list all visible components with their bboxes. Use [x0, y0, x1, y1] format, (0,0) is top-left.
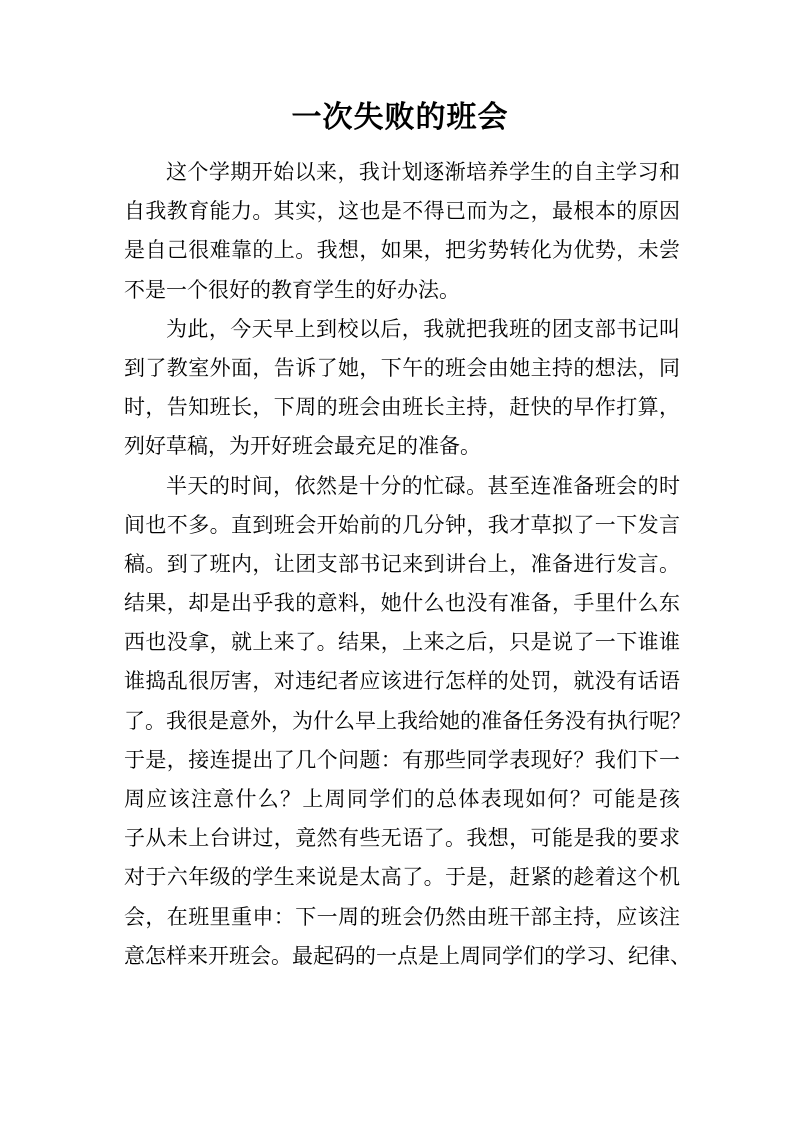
- paragraph-line: 为此，今天早上到校以后，我就把我班的团支部书记叫: [166, 316, 680, 341]
- paragraph-line: 于是，接连提出了几个问题：有那些同学表现好？我们下一: [124, 747, 680, 772]
- document-title: 一次失败的班会: [291, 100, 509, 135]
- paragraph-line: 对于六年级的学生来说是太高了。于是，赶紧的趁着这个机: [124, 865, 680, 890]
- paragraph-line: 意怎样来开班会。最起码的一点是上周同学们的学习、纪律、: [124, 943, 691, 968]
- document-body: [124, 153, 691, 976]
- paragraph-line: 谁捣乱很厉害，对违纪者应该进行怎样的处罚，就没有话语: [124, 669, 680, 694]
- paragraph-line: 稿。到了班内，让团支部书记来到讲台上，准备进行发言。: [124, 551, 680, 576]
- paragraph-line: 半天的时间，依然是十分的忙碌。甚至连准备班会的时: [166, 473, 680, 498]
- paragraph-line: 西也没拿，就上来了。结果，上来之后，只是说了一下谁谁: [124, 630, 680, 655]
- paragraph-line: 时，告知班长，下周的班会由班长主持，赶快的早作打算，: [124, 395, 680, 420]
- paragraph-line: 结果，却是出乎我的意料，她什么也没有准备，手里什么东: [124, 591, 680, 616]
- paragraph-line: 不是一个很好的教育学生的好办法。: [124, 277, 460, 302]
- paragraph-line: 自我教育能力。其实，这也是不得已而为之，最根本的原因: [124, 199, 680, 224]
- paragraph-line: 这个学期开始以来，我计划逐渐培养学生的自主学习和: [166, 160, 680, 184]
- paragraph-line: 是自己很难靠的上。我想，如果，把劣势转化为优势，未尝: [124, 238, 680, 263]
- paragraph-line: 到了教室外面，告诉了她，下午的班会由她主持的想法，同: [124, 355, 680, 380]
- paragraph-line: 会，在班里重申：下一周的班会仍然由班干部主持，应该注: [124, 904, 680, 929]
- paragraph-3: [124, 467, 691, 976]
- paragraph-line: 了。我很是意外，为什么早上我给她的准备任务没有执行呢？: [124, 708, 691, 733]
- paragraph-line: 周应该注意什么？上周同学们的总体表现如何？可能是孩: [124, 787, 680, 811]
- paragraph-line: 子从未上台讲过，竟然有些无语了。我想，可能是我的要求: [124, 826, 680, 851]
- paragraph-2: [124, 310, 680, 467]
- paragraph-line: 列好草稿，为开好班会最充足的准备。: [124, 434, 481, 459]
- paragraph-1: [124, 153, 680, 310]
- paragraph-line: 间也不多。直到班会开始前的几分钟，我才草拟了一下发言: [124, 512, 680, 537]
